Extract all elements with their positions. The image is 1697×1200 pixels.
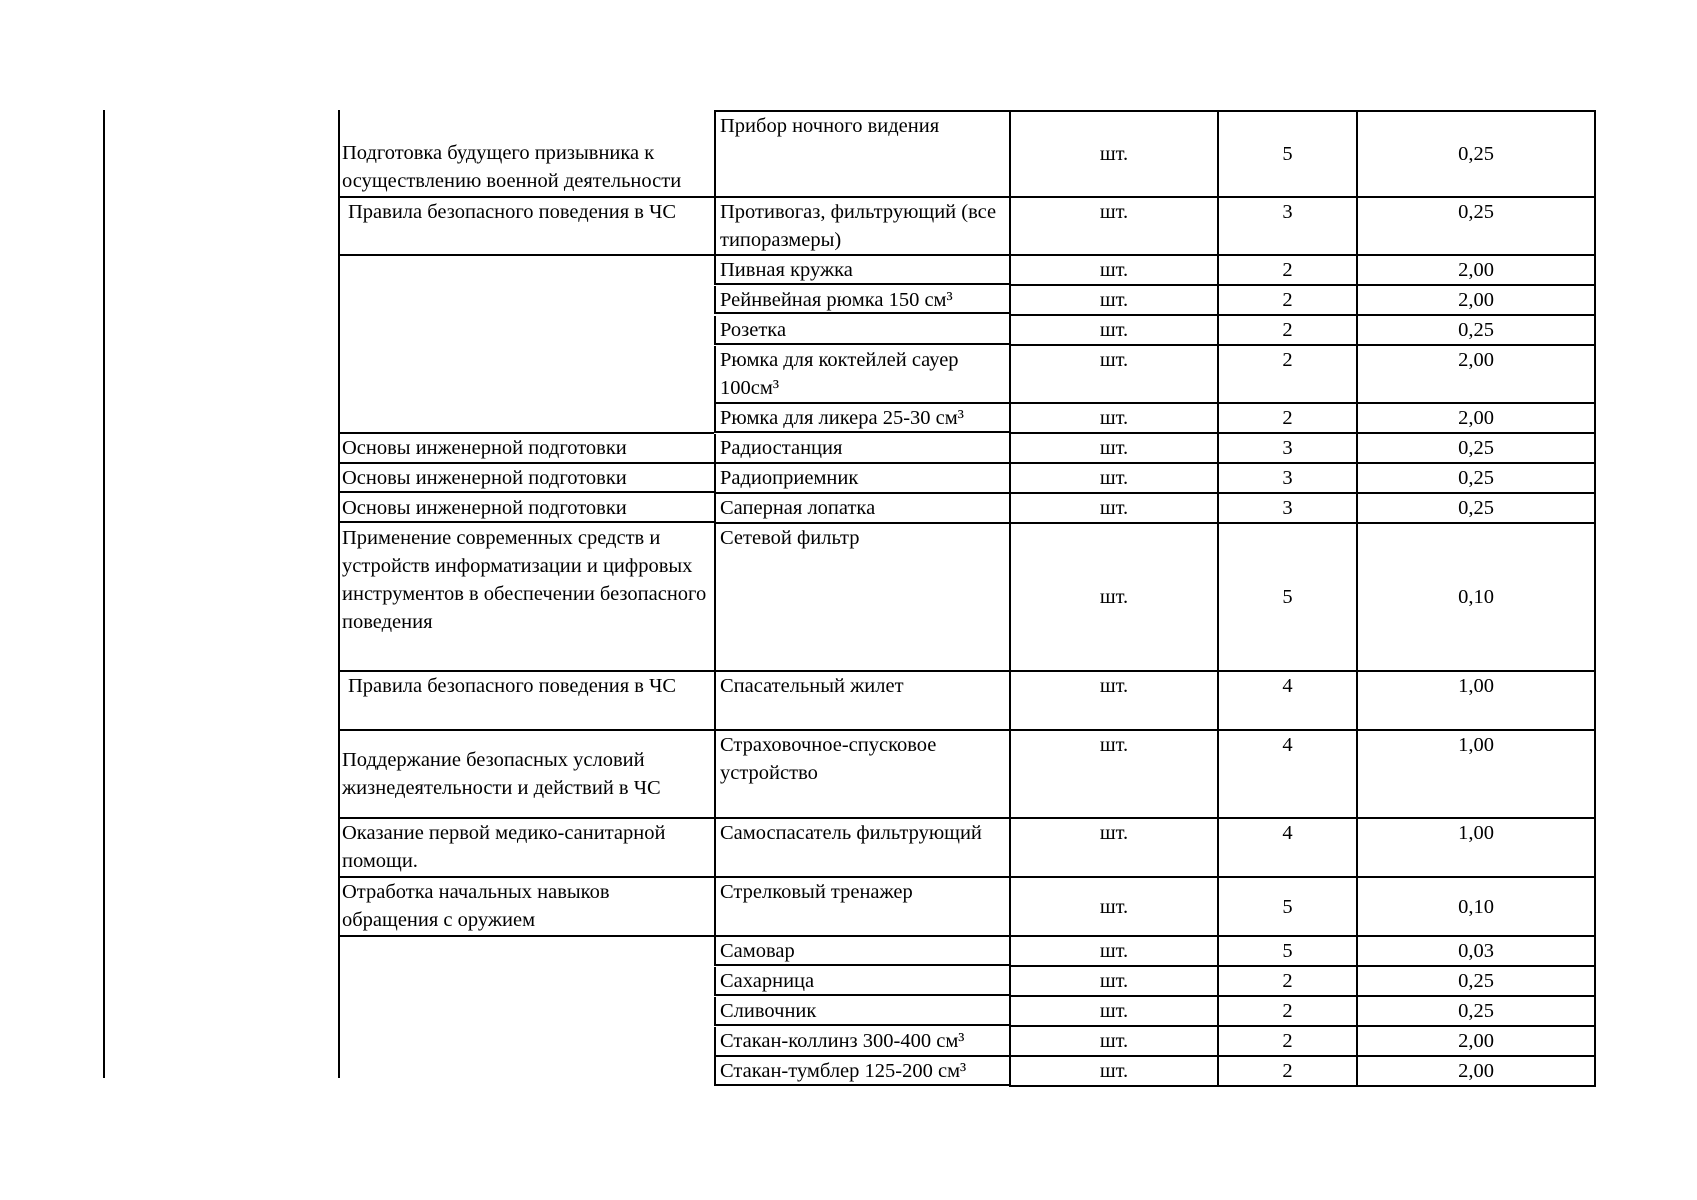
quantity-cell: 5	[1217, 110, 1356, 198]
unit-cell: шт.	[1009, 967, 1217, 997]
unit-cell: шт.	[1009, 878, 1217, 937]
item-name-cell: Розетка	[714, 316, 1009, 345]
unit-cell: шт.	[1009, 110, 1217, 198]
coefficient-cell: 1,00	[1356, 672, 1596, 731]
item-name-cell: Сливочник	[714, 997, 1009, 1026]
coefficient-cell: 0,25	[1356, 494, 1596, 524]
quantity-cell: 4	[1217, 731, 1356, 819]
unit-cell: шт.	[1009, 1057, 1217, 1087]
unit-cell: шт.	[1009, 494, 1217, 524]
coefficient-cell: 2,00	[1356, 346, 1596, 404]
unit-cell: шт.	[1009, 731, 1217, 819]
coefficient-cell: 0,25	[1356, 110, 1596, 198]
unit-cell: шт.	[1009, 404, 1217, 434]
section-cell: Поддержание безопасных условий жизнедеятельности и действий в ЧС	[338, 731, 714, 819]
quantity-cell: 4	[1217, 819, 1356, 878]
coefficient-cell: 0,10	[1356, 878, 1596, 937]
coefficient-cell: 2,00	[1356, 404, 1596, 434]
coefficient-cell: 0,25	[1356, 967, 1596, 997]
quantity-cell: 2	[1217, 967, 1356, 997]
coefficient-cell: 1,00	[1356, 731, 1596, 819]
coefficient-cell: 0,25	[1356, 997, 1596, 1027]
quantity-cell: 2	[1217, 286, 1356, 316]
item-name-cell: Прибор ночного видения	[714, 110, 1009, 198]
item-name-cell: Радиоприемник	[714, 464, 1009, 494]
item-name-cell: Пивная кружка	[714, 256, 1009, 285]
unit-cell: шт.	[1009, 316, 1217, 346]
section-cell: Правила безопасного поведения в ЧС	[338, 672, 714, 731]
section-cell: Правила безопасного поведения в ЧС	[338, 198, 714, 256]
coefficient-cell: 2,00	[1356, 256, 1596, 286]
unit-cell: шт.	[1009, 464, 1217, 494]
coefficient-cell: 0,25	[1356, 464, 1596, 494]
quantity-cell: 2	[1217, 404, 1356, 434]
item-name-cell: Сетевой фильтр	[714, 524, 1009, 672]
coefficient-cell: 2,00	[1356, 286, 1596, 316]
unit-cell: шт.	[1009, 819, 1217, 878]
unit-cell: шт.	[1009, 434, 1217, 464]
unit-cell: шт.	[1009, 286, 1217, 316]
section-cell: Основы инженерной подготовки	[338, 464, 714, 493]
item-name-cell: Противогаз, фильтрующий (все типоразмеры)	[714, 198, 1009, 256]
section-cell: Применение современных средств и устройств информатизации и цифровых инструментов в обеспечении безопасного поведения	[338, 524, 714, 672]
section-cell-empty	[338, 937, 714, 1087]
page-left-rule	[103, 110, 105, 1078]
section-cell: Основы инженерной подготовки	[338, 494, 714, 523]
coefficient-cell: 2,00	[1356, 1057, 1596, 1087]
quantity-cell: 4	[1217, 672, 1356, 731]
quantity-cell: 2	[1217, 316, 1356, 346]
section-cell-empty	[338, 256, 714, 434]
quantity-cell: 3	[1217, 464, 1356, 494]
coefficient-cell: 0,25	[1356, 434, 1596, 464]
quantity-cell: 5	[1217, 878, 1356, 937]
item-name-cell: Самоспасатель фильтрующий	[714, 819, 1009, 878]
unit-cell: шт.	[1009, 997, 1217, 1027]
unit-cell: шт.	[1009, 937, 1217, 967]
item-name-cell: Рейнвейная рюмка 150 см³	[714, 286, 1009, 314]
item-name-cell: Радиостанция	[714, 434, 1009, 464]
item-name-cell: Сахарница	[714, 967, 1009, 996]
quantity-cell: 2	[1217, 346, 1356, 404]
quantity-cell: 5	[1217, 937, 1356, 967]
quantity-cell: 5	[1217, 524, 1356, 672]
item-name-cell: Страховочное-спусковое устройство	[714, 731, 1009, 819]
item-name-cell: Рюмка для ликера 25-30 см³	[714, 404, 1009, 433]
item-name-cell: Саперная лопатка	[714, 494, 1009, 524]
quantity-cell: 2	[1217, 997, 1356, 1027]
quantity-cell: 3	[1217, 494, 1356, 524]
section-cell: Основы инженерной подготовки	[338, 434, 714, 464]
unit-cell: шт.	[1009, 672, 1217, 731]
section-cell: Отработка начальных навыков обращения с оружием	[338, 878, 714, 937]
section-cell: Оказание первой медико-санитарной помощи.	[338, 819, 714, 878]
unit-cell: шт.	[1009, 524, 1217, 672]
unit-cell: шт.	[1009, 256, 1217, 286]
unit-cell: шт.	[1009, 346, 1217, 404]
item-name-cell: Рюмка для коктейлей сауер 100см³	[714, 346, 1009, 404]
item-name-cell: Спасательный жилет	[714, 672, 1009, 731]
coefficient-cell: 0,25	[1356, 316, 1596, 346]
item-name-cell: Стакан-тумблер 125-200 см³	[714, 1057, 1009, 1086]
item-name-cell: Самовар	[714, 937, 1009, 966]
section-cell: Подготовка будущего призывника к осуществлению военной деятельности	[338, 110, 714, 198]
item-name-cell: Стакан-коллинз 300-400 см³	[714, 1027, 1009, 1057]
coefficient-cell: 0,03	[1356, 937, 1596, 967]
coefficient-cell: 1,00	[1356, 819, 1596, 878]
item-name-cell: Стрелковый тренажер	[714, 878, 1009, 937]
quantity-cell: 3	[1217, 434, 1356, 464]
coefficient-cell: 0,10	[1356, 524, 1596, 672]
quantity-cell: 2	[1217, 1027, 1356, 1057]
unit-cell: шт.	[1009, 198, 1217, 256]
coefficient-cell: 2,00	[1356, 1027, 1596, 1057]
quantity-cell: 3	[1217, 198, 1356, 256]
quantity-cell: 2	[1217, 256, 1356, 286]
coefficient-cell: 0,25	[1356, 198, 1596, 256]
unit-cell: шт.	[1009, 1027, 1217, 1057]
equipment-table	[338, 110, 1596, 1087]
quantity-cell: 2	[1217, 1057, 1356, 1087]
